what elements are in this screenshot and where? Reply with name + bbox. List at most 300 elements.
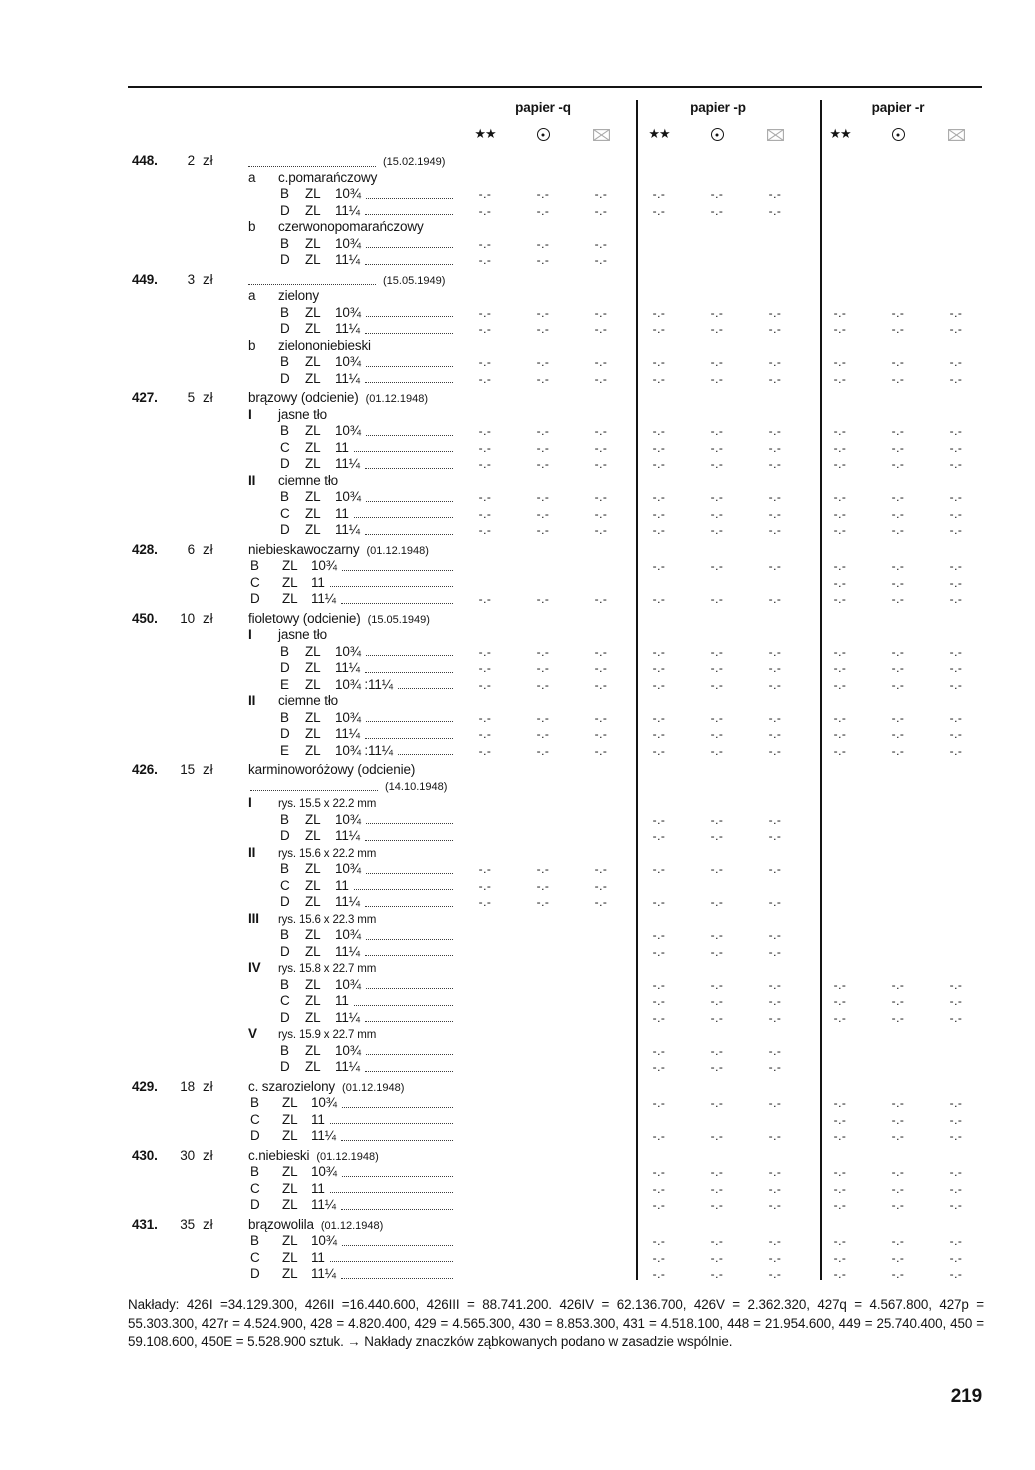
catalog-number: 449. — [132, 271, 158, 287]
variant-letter: B — [280, 1042, 289, 1058]
price-cell-r1: -.- — [833, 575, 847, 590]
price-cell-q2: -.- — [536, 592, 550, 606]
price-cell-q1: -.- — [478, 644, 492, 659]
currency-unit: zł — [203, 762, 213, 777]
price-cell-r2: -.- — [891, 424, 905, 438]
price-cell-r1: -.- — [833, 424, 847, 438]
row-label — [128, 371, 456, 388]
variant-letter: D — [250, 1266, 260, 1281]
dotted-leader — [365, 1019, 453, 1022]
variant-letter: C — [250, 1180, 260, 1196]
subtype-label: II — [248, 693, 256, 708]
perforation-label: ZL — [305, 976, 321, 992]
catalog-row — [128, 542, 998, 559]
price-cell-r2: -.- — [891, 710, 905, 725]
dotted-leader — [330, 584, 453, 587]
perforation-gauge: 11¼ — [335, 202, 360, 218]
price-cell-r3: -.- — [949, 1096, 963, 1110]
price-cell-p3: -.- — [768, 1096, 782, 1110]
catalog-row — [128, 795, 998, 812]
row-label — [128, 321, 456, 338]
price-cell-r1: -.- — [833, 1010, 847, 1025]
catalog-row — [128, 170, 998, 187]
variant-letter: D — [250, 1128, 260, 1143]
cover-envelope-icon — [948, 129, 965, 141]
price-cell-r1: -.- — [833, 677, 847, 692]
catalog-number: 429. — [132, 1078, 158, 1094]
price-cell-p1: -.- — [652, 661, 666, 675]
price-cell-p2: -.- — [710, 1043, 724, 1058]
dotted-leader — [330, 1121, 453, 1124]
dotted-leader — [330, 1259, 453, 1262]
face-value: 3 — [187, 271, 195, 287]
catalog-row — [128, 1250, 998, 1267]
catalog-row — [128, 611, 998, 628]
variant-letter: C — [250, 574, 260, 590]
issue-date: (01.12.1948) — [316, 1150, 379, 1163]
perforation-gauge: 11 — [311, 1111, 325, 1127]
price-cell-p1: -.- — [652, 1198, 666, 1212]
color-description: brązowy (odcienie) — [248, 390, 359, 405]
subtype-label: V — [248, 1026, 257, 1041]
perforation-gauge: 11¼ — [335, 943, 360, 959]
catalog-row — [128, 456, 998, 473]
price-cell-r1: -.- — [833, 490, 847, 504]
catalog-row — [128, 1010, 998, 1027]
price-cell-p3: -.- — [768, 1181, 782, 1196]
perforation-gauge: 10¾ — [335, 927, 361, 942]
price-cell-q2: -.- — [536, 710, 550, 725]
variant-letter: D — [280, 252, 290, 267]
price-cell-r2: -.- — [891, 559, 905, 573]
row-label — [128, 993, 456, 1010]
price-cell-q3: -.- — [594, 592, 608, 606]
perforation-label: ZL — [305, 660, 321, 675]
price-cell-p2: -.- — [710, 506, 724, 521]
dotted-leader — [250, 788, 378, 791]
perforation-gauge: 10¾ — [335, 354, 361, 369]
perforation-label: ZL — [305, 1059, 321, 1074]
subtype-label: I — [248, 627, 252, 642]
row-label — [128, 473, 456, 490]
price-cell-p1: -.- — [652, 1165, 666, 1179]
perforation-gauge: 10¾ — [335, 423, 361, 438]
row-label — [128, 236, 456, 253]
price-cell-r3: -.- — [949, 1198, 963, 1212]
perforation-gauge: 11¼ — [335, 894, 360, 909]
price-cell-p3: -.- — [768, 977, 782, 992]
subtype-text: rys. 15.6 x 22.3 mm — [278, 913, 377, 926]
price-cell-p2: -.- — [710, 862, 724, 876]
color-description: fioletowy (odcienie) — [248, 610, 361, 626]
row-label — [128, 1128, 456, 1145]
catalog-row — [128, 878, 998, 895]
price-cell-p2: -.- — [710, 203, 724, 218]
catalog-row — [128, 726, 998, 743]
price-cell-q1: -.- — [478, 506, 492, 521]
face-value: 6 — [187, 541, 195, 557]
perforation-gauge: 11¼ — [335, 321, 360, 336]
price-cell-q1: -.- — [478, 592, 492, 606]
perforation-gauge: 11¼ — [311, 1266, 336, 1281]
price-cell-r1: -.- — [833, 355, 847, 369]
price-cell-q2: -.- — [536, 895, 550, 909]
price-cell-p3: -.- — [768, 1060, 782, 1074]
price-cell-p3: -.- — [768, 490, 782, 504]
perforation-label: ZL — [305, 439, 321, 455]
catalog-row — [128, 1095, 998, 1112]
variant-letter: B — [280, 423, 289, 438]
variant-letter: B — [250, 558, 259, 573]
price-cell-r1: -.- — [833, 1267, 847, 1281]
catalog-row — [128, 1059, 998, 1076]
perforation-label: ZL — [305, 811, 321, 827]
perforation-label: ZL — [305, 489, 321, 504]
dotted-leader — [365, 838, 453, 841]
color-description: niebieskawoczarny — [248, 541, 360, 557]
catalog-row — [128, 779, 998, 796]
catalog-row — [128, 153, 998, 170]
catalog-row — [128, 440, 998, 457]
row-label — [128, 305, 456, 322]
face-value: 18 — [180, 1078, 195, 1094]
price-cell-q3: -.- — [594, 878, 608, 893]
variant-letter: D — [280, 522, 290, 537]
symbol-cell — [688, 127, 746, 141]
catalog-row — [128, 743, 998, 760]
price-cell-q1: -.- — [478, 203, 492, 218]
perforation-gauge: 11 — [335, 993, 349, 1008]
variant-letter: B — [280, 186, 289, 201]
perforation-label: ZL — [305, 354, 321, 369]
row-label — [128, 779, 456, 796]
row-label — [128, 456, 456, 473]
price-cell-r3: -.- — [949, 710, 963, 725]
price-cell-r3: -.- — [949, 1165, 963, 1179]
perforation-label: ZL — [305, 1009, 321, 1025]
row-label — [128, 611, 456, 629]
price-cell-p3: -.- — [768, 710, 782, 725]
symbol-cell — [811, 126, 869, 142]
catalog-row — [128, 1148, 998, 1165]
price-cell-r1: -.- — [833, 1181, 847, 1196]
price-cell-r3: -.- — [949, 559, 963, 573]
row-label — [128, 338, 456, 355]
price-cell-r1: -.- — [833, 1234, 847, 1248]
perforation-label: ZL — [305, 505, 321, 521]
row-label — [128, 591, 456, 608]
row-label — [128, 522, 456, 539]
perforation-label: ZL — [305, 709, 321, 725]
price-cell-q1: -.- — [478, 895, 492, 909]
dotted-leader — [366, 719, 453, 722]
price-cell-p2: -.- — [710, 457, 724, 471]
price-cell-r1: -.- — [833, 440, 847, 455]
price-cell-p3: -.- — [768, 994, 782, 1008]
perforation-label: ZL — [305, 943, 321, 959]
catalog-number: 448. — [132, 153, 158, 168]
perforation-label: ZL — [282, 1233, 298, 1248]
subtype-text: rys. 15.9 x 22.7 mm — [278, 1029, 377, 1041]
issue-date: (01.12.1948) — [342, 1081, 405, 1094]
dotted-leader — [342, 1243, 453, 1246]
price-cell-r2: -.- — [891, 371, 905, 386]
variant-letter: B — [250, 1095, 259, 1110]
price-cell-p2: -.- — [710, 559, 724, 573]
catalog-row — [128, 977, 998, 994]
perforation-gauge: 10¾ — [335, 643, 361, 659]
price-cell-q2: -.- — [536, 203, 550, 218]
price-cell-r2: -.- — [891, 355, 905, 369]
used-circle-icon — [892, 128, 905, 141]
price-cell-r1: -.- — [833, 644, 847, 659]
price-cell-r2: -.- — [891, 977, 905, 992]
price-cell-p3: -.- — [768, 895, 782, 909]
price-cell-p3: -.- — [768, 661, 782, 675]
catalog-rows — [128, 153, 998, 1283]
variant-letter: B — [250, 1164, 259, 1179]
price-cell-q1: -.- — [478, 305, 492, 320]
price-cell-q3: -.- — [594, 236, 608, 251]
catalog-row — [128, 390, 998, 407]
perforation-gauge: 11 — [335, 877, 349, 893]
catalog-row — [128, 252, 998, 269]
issue-date: (15.02.1949) — [383, 156, 446, 168]
color-description: c. szarozielony — [248, 1078, 336, 1094]
catalog-row — [128, 1079, 998, 1096]
catalog-row — [128, 644, 998, 661]
price-cell-r1: -.- — [833, 977, 847, 992]
dotted-leader — [248, 164, 376, 167]
price-cell-p3: -.- — [768, 523, 782, 537]
price-cell-p2: -.- — [710, 523, 724, 537]
row-label — [128, 944, 456, 961]
price-cell-r3: -.- — [949, 1129, 963, 1143]
price-cell-q1: -.- — [478, 440, 492, 455]
price-cell-q3: -.- — [594, 661, 608, 675]
row-label — [128, 1095, 456, 1112]
price-cell-p3: -.- — [768, 457, 782, 471]
perforation-label: ZL — [282, 1266, 298, 1281]
price-cell-q2: -.- — [536, 661, 550, 675]
price-cell-q3: -.- — [594, 457, 608, 471]
price-cell-p2: -.- — [710, 710, 724, 725]
price-cell-r3: -.- — [949, 592, 963, 606]
catalog-row — [128, 660, 998, 677]
price-cell-p1: -.- — [652, 1060, 666, 1074]
perforation-label: ZL — [305, 742, 321, 758]
dotted-leader — [365, 1069, 453, 1072]
currency-unit: zł — [203, 1216, 213, 1232]
catalog-row — [128, 861, 998, 878]
currency-unit: zł — [203, 271, 213, 287]
price-cell-r2: -.- — [891, 575, 905, 590]
mint-stars-icon: ★★ — [648, 126, 670, 141]
row-label — [128, 170, 456, 187]
dotted-leader — [366, 196, 453, 199]
row-label — [128, 812, 456, 829]
price-cell-p2: -.- — [710, 727, 724, 741]
price-cell-p2: -.- — [710, 977, 724, 992]
row-label — [128, 1079, 456, 1097]
variant-letter: C — [280, 505, 290, 521]
perforation-label: ZL — [305, 894, 321, 909]
variant-letter: B — [280, 489, 289, 504]
price-cell-p3: -.- — [768, 928, 782, 942]
variant-letter: D — [250, 591, 260, 606]
price-cell-p3: -.- — [768, 743, 782, 758]
perforation-gauge: 11¼ — [335, 456, 360, 471]
row-label — [128, 575, 456, 592]
dotted-leader — [342, 1174, 453, 1177]
price-cell-q3: -.- — [594, 322, 608, 336]
face-value: 10 — [180, 610, 195, 626]
perforation-label: ZL — [305, 1042, 321, 1058]
price-cell-r3: -.- — [949, 506, 963, 521]
dotted-leader — [341, 1276, 453, 1279]
symbol-cell — [456, 126, 514, 142]
price-cell-r3: -.- — [949, 644, 963, 659]
subtype-label: a — [248, 169, 256, 185]
price-cell-r2: -.- — [891, 644, 905, 659]
price-cell-p2: -.- — [710, 994, 724, 1008]
perforation-gauge: 10¾ — [335, 811, 361, 827]
row-label — [128, 1059, 456, 1076]
row-label — [128, 558, 456, 575]
price-cell-q2: -.- — [536, 355, 550, 369]
price-cell-r3: -.- — [949, 743, 963, 758]
variant-letter: E — [280, 742, 289, 758]
price-cell-p2: -.- — [710, 1181, 724, 1196]
dotted-leader — [398, 752, 453, 755]
dotted-leader — [354, 1003, 453, 1006]
description-area — [223, 1079, 456, 1097]
price-cell-r2: -.- — [891, 1112, 905, 1127]
dotted-leader — [366, 433, 453, 436]
price-cell-q2: -.- — [536, 727, 550, 741]
row-label — [128, 894, 456, 911]
perforation-label: ZL — [305, 676, 321, 692]
catalog-row — [128, 338, 998, 355]
dotted-leader — [365, 736, 453, 739]
subtype-label: II — [248, 472, 256, 488]
price-cell-p1: -.- — [652, 895, 666, 909]
price-cell-q1: -.- — [478, 677, 492, 692]
variant-letter: D — [280, 660, 290, 675]
currency-unit: zł — [203, 1078, 213, 1094]
price-cell-p3: -.- — [768, 322, 782, 336]
dotted-leader — [354, 887, 453, 890]
description-area — [223, 542, 456, 560]
price-cell-r2: -.- — [891, 661, 905, 675]
row-label — [128, 506, 456, 523]
price-cell-q2: -.- — [536, 322, 550, 336]
catalog-row — [128, 1128, 998, 1145]
row-label — [128, 252, 456, 269]
price-cell-p2: -.- — [710, 490, 724, 504]
catalog-row — [128, 186, 998, 203]
dotted-leader — [341, 601, 453, 604]
catalog-row — [128, 627, 998, 644]
price-cell-r2: -.- — [891, 440, 905, 455]
price-cell-r2: -.- — [891, 1165, 905, 1179]
dotted-leader — [354, 449, 453, 452]
page-number: 219 — [950, 1386, 982, 1407]
price-cell-q2: -.- — [536, 677, 550, 692]
description-area — [223, 154, 456, 171]
dotted-leader — [365, 262, 453, 265]
catalog-row — [128, 489, 998, 506]
price-cell-p2: -.- — [710, 1096, 724, 1110]
row-label — [128, 977, 456, 994]
price-cell-p3: -.- — [768, 203, 782, 218]
price-cell-q1: -.- — [478, 523, 492, 537]
price-cell-p2: -.- — [710, 829, 724, 843]
price-cell-p2: -.- — [710, 1010, 724, 1025]
column-divider-qp — [636, 100, 638, 1280]
dotted-leader — [366, 821, 453, 824]
price-cell-q2: -.- — [536, 457, 550, 471]
perforation-label: ZL — [282, 558, 298, 573]
price-cell-p1: -.- — [652, 1096, 666, 1110]
price-cell-r1: -.- — [833, 727, 847, 741]
price-cell-p1: -.- — [652, 187, 666, 201]
price-cell-p1: -.- — [652, 928, 666, 942]
catalog-number: 430. — [132, 1147, 158, 1163]
price-cell-q1: -.- — [478, 322, 492, 336]
price-cell-p3: -.- — [768, 1043, 782, 1058]
price-cell-q3: -.- — [594, 440, 608, 455]
variant-letter: B — [280, 304, 289, 320]
price-cell-p2: -.- — [710, 812, 724, 827]
price-cell-r3: -.- — [949, 1181, 963, 1196]
currency-unit: zł — [203, 153, 213, 168]
price-cell-r2: -.- — [891, 506, 905, 521]
price-cell-r3: -.- — [949, 661, 963, 675]
price-cell-p1: -.- — [652, 829, 666, 843]
price-cell-r3: -.- — [949, 424, 963, 438]
variant-letter: D — [280, 1059, 290, 1074]
price-cell-p2: -.- — [710, 1234, 724, 1248]
price-cell-r1: -.- — [833, 1112, 847, 1127]
row-label — [128, 407, 456, 424]
perforation-gauge: 11¼ — [311, 591, 336, 606]
perforation-gauge: 11¼ — [335, 252, 360, 267]
catalog-row — [128, 894, 998, 911]
row-label — [128, 1233, 456, 1250]
symbol-cell — [514, 127, 572, 141]
perforation-gauge: 11¼ — [335, 1059, 360, 1074]
variant-letter: B — [280, 235, 289, 251]
price-cell-p1: -.- — [652, 305, 666, 320]
row-label — [128, 1217, 456, 1235]
price-cell-r3: -.- — [949, 977, 963, 992]
subtype-text: ciemne tło — [278, 472, 339, 488]
dotted-leader — [398, 686, 453, 689]
row-label — [128, 960, 456, 978]
price-cell-p3: -.- — [768, 1165, 782, 1179]
price-cell-p2: -.- — [710, 1267, 724, 1281]
dotted-leader — [366, 314, 453, 317]
catalog-number: 426. — [132, 762, 158, 777]
variant-letter: D — [280, 828, 290, 843]
price-cell-p1: -.- — [652, 994, 666, 1008]
catalog-row — [128, 693, 998, 710]
price-cell-p2: -.- — [710, 944, 724, 959]
perforation-label: ZL — [282, 1164, 298, 1179]
price-cell-p3: -.- — [768, 559, 782, 573]
price-cell-p1: -.- — [652, 1234, 666, 1248]
